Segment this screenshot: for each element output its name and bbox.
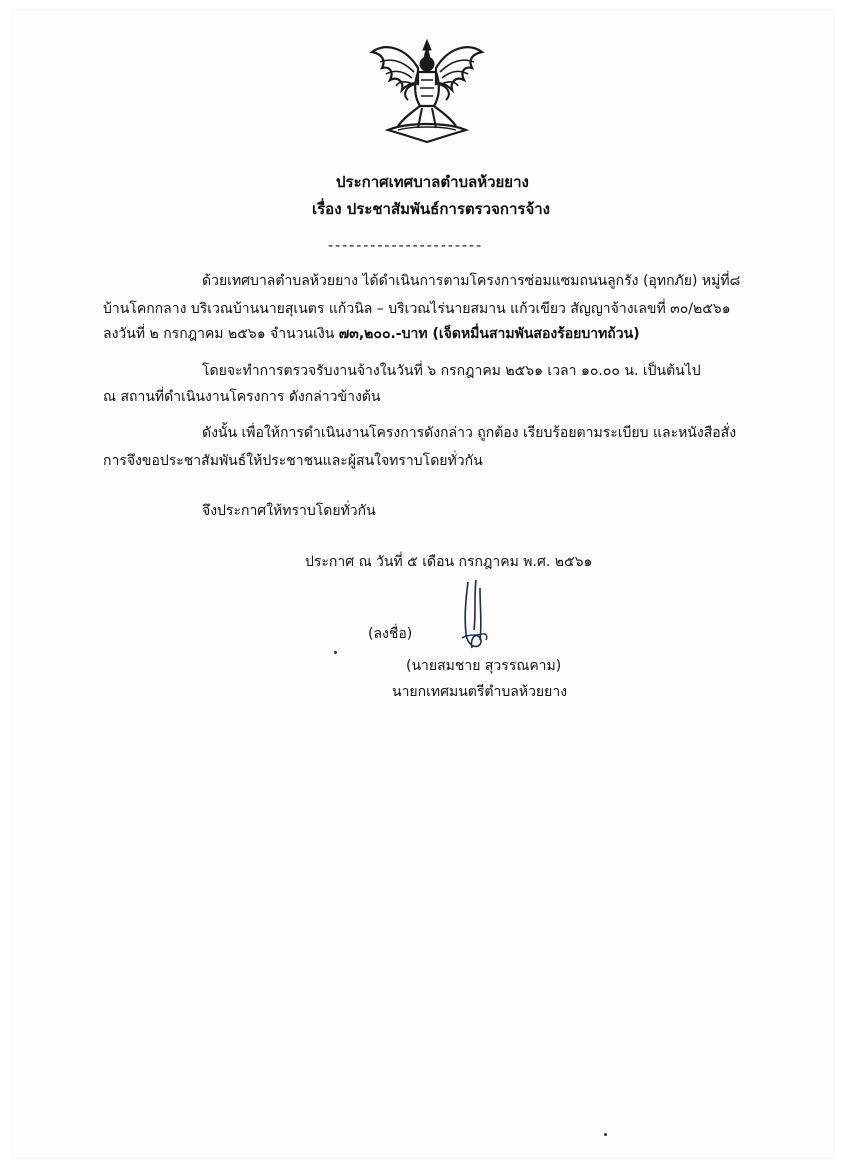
signer-title: นายกเทศมนตรีตำบลห้วยยาง <box>392 684 568 700</box>
paragraph-2-line-2: ณ สถานที่ดำเนินงานโครงการ ดังกล่าวข้างต้น <box>103 389 381 405</box>
paragraph-4: จึงประกาศให้ทราบโดยทั่วกัน <box>202 503 376 519</box>
paragraph-3-line-1: ดังนั้น เพื่อให้การดำเนินงานโครงการดังกล่าว ถูกต้อง เรียบร้อยตามระเบียบ และหนังสือสั่ง <box>202 425 737 441</box>
paragraph-1-line-3 <box>103 325 640 343</box>
contract-amount-text: ๗๓,๒๐๐.-บาท (เจ็ดหมื่นสามพันสองร้อยบาทถ้วน) <box>338 326 640 342</box>
paragraph-3-line-2: การจึงขอประชาสัมพันธ์ให้ประชาชนและผู้สนใจทราบโดยทั่วกัน <box>103 453 483 469</box>
garuda-emblem-icon <box>368 38 486 144</box>
scan-speck <box>334 651 337 654</box>
paragraph-1-line-1: ด้วยเทศบาลตำบลห้วยยาง ได้ดำเนินการตามโครงการซ่อมแซมถนนลูกรัง (อุทกภัย) หมู่ที่๘ <box>202 273 741 289</box>
signer-name: (นายสมชาย สุวรรณคาม) <box>406 658 562 674</box>
document-subject: เรื่อง ประชาสัมพันธ์การตรวจการจ้าง <box>312 200 550 218</box>
signed-label: (ลงชื่อ) <box>368 626 413 642</box>
document-title: ประกาศเทศบาลตำบลห้วยยาง <box>336 173 529 191</box>
divider-line: ---------------------- <box>328 238 484 254</box>
signature-image <box>452 578 498 656</box>
contract-date-text: ลงวันที่ ๒ กรกฎาคม ๒๕๖๑ จำนวนเงิน <box>103 326 339 342</box>
paragraph-2-line-1: โดยจะทำการตรวจรับงานจ้างในวันที่ ๖ กรกฎาคม ๒๕๖๑ เวลา ๑๐.๐๐ น. เป็นต้นไป <box>202 363 701 379</box>
scan-speck <box>604 1133 607 1136</box>
announcement-date: ประกาศ ณ วันที่ ๕ เดือน กรกฎาคม พ.ศ. ๒๕๖๑ <box>305 554 593 570</box>
paragraph-1-line-2: บ้านโคกกลาง บริเวณบ้านนายสุเนตร แก้วนิล – บริเวณไร่นายสมาน แก้วเขียว สัญญาจ้างเลขที่ ๓๐/๒๕๖๑ <box>103 301 731 317</box>
